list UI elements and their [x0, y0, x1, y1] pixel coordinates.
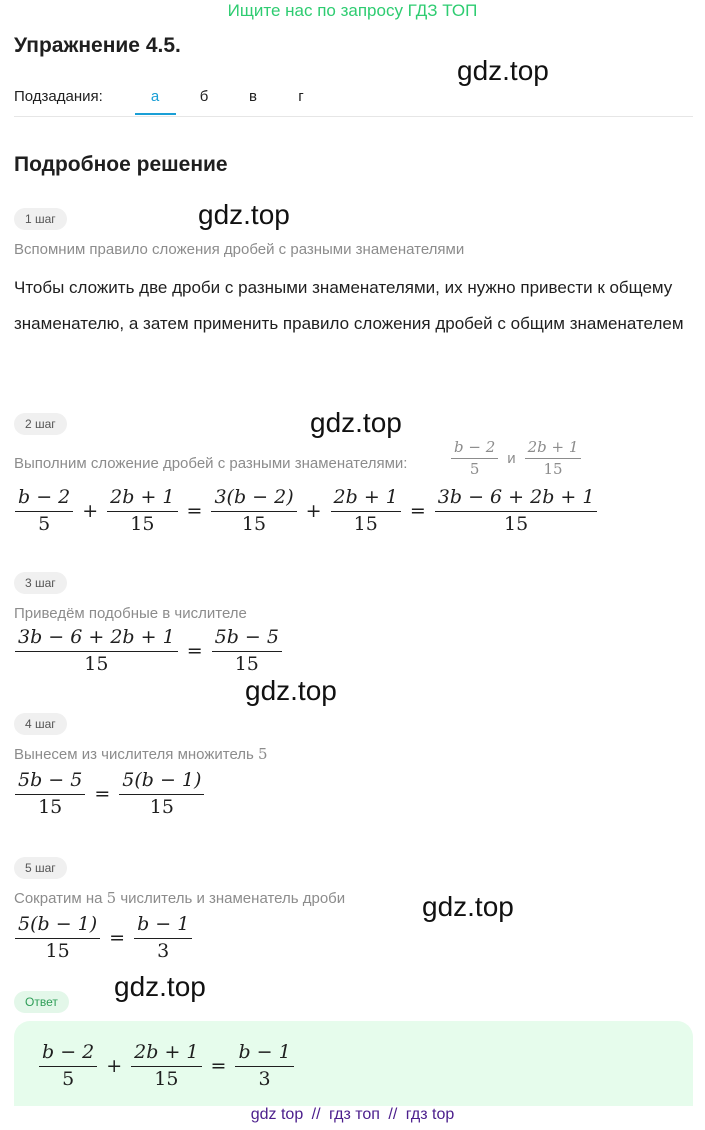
math-operator: + — [106, 1055, 123, 1078]
step-hint — [14, 889, 345, 907]
numerator: 3b − 6 + 2b + 1 — [15, 627, 178, 652]
step-formula — [12, 770, 207, 819]
footer-links — [0, 1106, 705, 1124]
denominator: 15 — [353, 512, 378, 535]
denominator: 15 — [154, 1067, 179, 1090]
footer-separator: // — [311, 1106, 321, 1123]
math-operator: = — [409, 500, 426, 523]
watermark: gdz.top — [457, 55, 549, 86]
step-hint-text: Вынесем из числителя множитель — [14, 746, 254, 763]
step-badge: 4 шаг — [14, 713, 67, 735]
step-hint-text: числитель и знаменатель дроби — [120, 890, 346, 907]
top-banner: Ищите нас по запросу ГДЗ ТОП — [227, 1, 478, 20]
math-operator: = — [94, 783, 111, 806]
numerator: 5(b − 1) — [15, 914, 100, 939]
numerator: 2b + 1 — [107, 487, 177, 512]
section-title: Подробное решение — [14, 153, 228, 176]
math-operator: = — [186, 640, 203, 663]
denominator: 5 — [38, 512, 51, 535]
conjunction: и — [507, 450, 516, 468]
math-operator: = — [210, 1055, 227, 1078]
denominator: 15 — [241, 512, 267, 535]
fraction — [451, 439, 498, 479]
step-formula — [12, 914, 195, 963]
math-operator: = — [186, 500, 203, 523]
denominator: 3 — [157, 939, 170, 962]
denominator: 15 — [130, 512, 155, 535]
numerator: b − 1 — [235, 1042, 293, 1067]
watermark: gdz.top — [245, 675, 337, 706]
numerator: 5b − 5 — [15, 770, 85, 795]
step-hint: Приведём подобные в числителе — [14, 605, 247, 622]
numerator: b − 2 — [451, 439, 498, 459]
step-badge: 3 шаг — [14, 572, 67, 594]
math-operator: + — [82, 500, 99, 523]
footer-link[interactable]: гдз top — [405, 1106, 455, 1123]
denominator: 15 — [543, 460, 563, 479]
step-badge: 2 шаг — [14, 413, 67, 435]
fraction — [235, 1042, 293, 1091]
footer-link[interactable]: гдз топ — [329, 1106, 380, 1123]
watermark: gdz.top — [114, 971, 206, 1002]
fraction — [119, 770, 204, 819]
fraction — [15, 487, 73, 536]
numerator: 3(b − 2) — [211, 487, 296, 512]
fraction — [107, 487, 177, 536]
divider — [14, 116, 693, 117]
subtasks-label: Подзадания: — [14, 88, 103, 105]
denominator: 3 — [258, 1067, 271, 1090]
fraction — [211, 487, 296, 536]
watermark: gdz.top — [198, 199, 290, 230]
fraction — [435, 487, 598, 536]
step-hint: Выполним сложение дробей с разными знаменателями: — [14, 455, 408, 472]
numerator: 3b − 6 + 2b + 1 — [435, 487, 598, 512]
denominator: 5 — [469, 460, 480, 479]
denominator: 15 — [38, 795, 63, 818]
denominator: 5 — [62, 1067, 75, 1090]
fraction — [134, 914, 192, 963]
step-badge: 1 шаг — [14, 208, 67, 230]
denominator: 15 — [504, 512, 529, 535]
step-hint-value: 5 — [258, 745, 268, 763]
math-operator: = — [109, 927, 126, 950]
tab-g[interactable]: г — [298, 88, 304, 105]
fraction — [15, 627, 178, 676]
step-hint — [14, 745, 268, 763]
step-formula — [12, 487, 600, 536]
denominator: 15 — [45, 939, 70, 962]
step-text: Чтобы сложить две дроби с разными знаменателями, их нужно привести к общему знаменателю, а затем применить правило сложения дробей с общим знаменателем — [14, 278, 684, 333]
answer-badge: Ответ — [14, 991, 69, 1013]
fraction — [331, 487, 401, 536]
watermark: gdz.top — [422, 891, 514, 922]
numerator: 5b − 5 — [212, 627, 282, 652]
footer-separator: // — [388, 1106, 398, 1123]
step-badge: 5 шаг — [14, 857, 67, 879]
step-formula — [12, 627, 285, 676]
page-title: Упражнение 4.5. — [14, 34, 181, 57]
numerator: b − 1 — [134, 914, 192, 939]
numerator: 2b + 1 — [331, 487, 401, 512]
tab-v[interactable]: в — [249, 88, 257, 105]
watermark: gdz.top — [310, 407, 402, 438]
denominator: 15 — [84, 652, 109, 675]
step-hint-text: Сократим на — [14, 890, 103, 907]
fraction — [15, 770, 85, 819]
fraction — [15, 914, 100, 963]
denominator: 15 — [149, 795, 174, 818]
math-operator: + — [305, 500, 322, 523]
answer-formula — [36, 1042, 297, 1091]
fraction — [131, 1042, 201, 1091]
fraction — [212, 627, 282, 676]
footer-link[interactable]: gdz top — [250, 1106, 304, 1123]
numerator: 2b + 1 — [131, 1042, 201, 1067]
fraction — [39, 1042, 97, 1091]
denominator: 15 — [234, 652, 259, 675]
numerator: b − 2 — [15, 487, 73, 512]
numerator: 5(b − 1) — [119, 770, 204, 795]
step-hint: Вспомним правило сложения дробей с разными знаменателями — [14, 241, 465, 258]
step-hint-value: 5 — [106, 889, 117, 907]
tab-active-indicator — [135, 113, 176, 115]
numerator: 2b + 1 — [525, 439, 582, 459]
tab-a[interactable]: а — [150, 88, 160, 105]
tab-b[interactable]: б — [199, 88, 209, 105]
fraction — [525, 439, 582, 479]
step-hint-math — [448, 439, 584, 479]
numerator: b − 2 — [39, 1042, 97, 1067]
